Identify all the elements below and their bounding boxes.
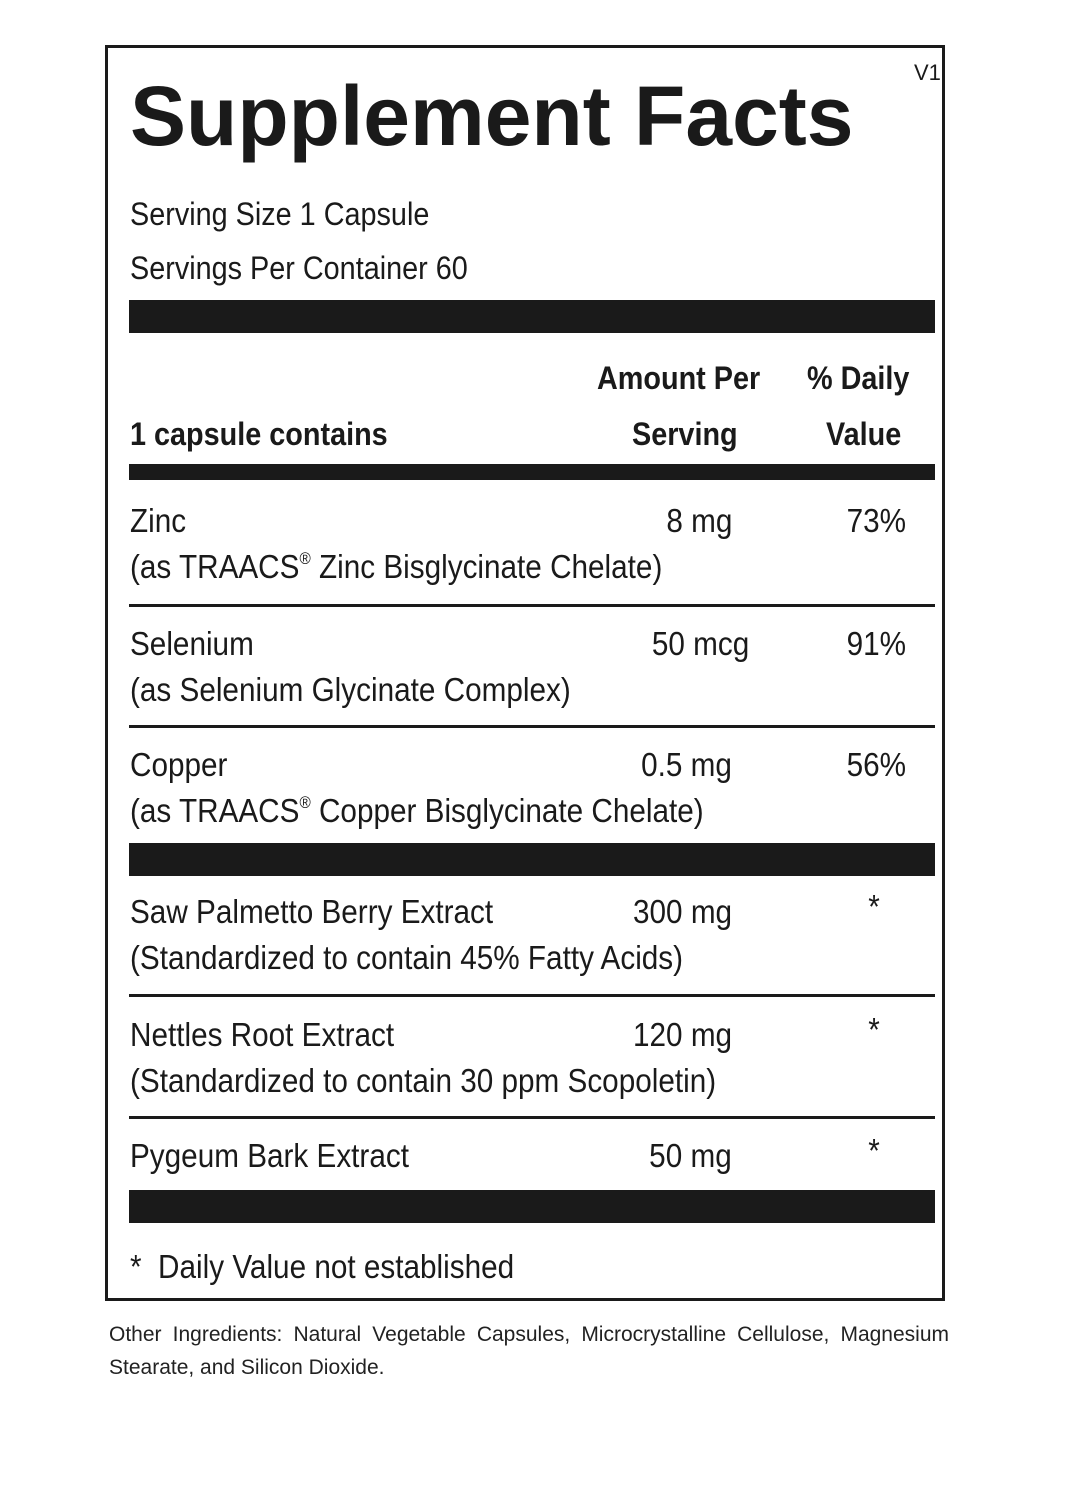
servings-per-container: Servings Per Container 60 — [130, 250, 468, 286]
ingredient-detail-selenium: (as Selenium Glycinate Complex) — [130, 671, 571, 708]
ingredient-dv-copper: 56% — [846, 746, 906, 783]
ingredient-dv-nettles: * — [868, 1011, 880, 1048]
amount-header-line2: Serving — [632, 416, 738, 452]
contains-header: 1 capsule contains — [130, 416, 388, 452]
ingredient-name-pygeum: Pygeum Bark Extract — [130, 1137, 409, 1174]
thick-divider — [129, 843, 935, 876]
dv-header-line2: Value — [826, 416, 902, 452]
ingredient-detail-copper: (as TRAACS® Copper Bisglycinate Chelate) — [130, 792, 704, 829]
dv-header-line1: % Daily — [807, 360, 910, 396]
ingredient-dv-pygeum: * — [868, 1132, 880, 1169]
ingredient-amount-zinc: 8 mg — [665, 502, 732, 539]
ingredient-name-zinc: Zinc — [130, 502, 187, 539]
ingredient-name-copper: Copper — [130, 746, 228, 783]
footnote: * Daily Value not established — [130, 1248, 515, 1285]
supplement-facts-panel — [105, 45, 945, 1301]
ingredient-name-selenium: Selenium — [130, 625, 254, 662]
ingredient-detail-saw-palmetto: (Standardized to contain 45% Fatty Acids) — [130, 939, 684, 976]
row-divider — [129, 604, 935, 607]
other-ingredients: Other Ingredients: Natural Vegetable Capsules, Microcrystalline Cellulose, Magnesium Stearate, and Silicon Dioxide. — [109, 1323, 949, 1379]
row-divider — [129, 1116, 935, 1119]
serving-size: Serving Size 1 Capsule — [130, 196, 430, 232]
ingredient-amount-saw-palmetto: 300 mg — [632, 893, 732, 930]
amount-header-line1: Amount Per — [597, 360, 761, 396]
ingredient-amount-selenium: 50 mcg — [651, 625, 749, 662]
thick-divider — [129, 1190, 935, 1223]
ingredient-detail-zinc: (as TRAACS® Zinc Bisglycinate Chelate) — [130, 548, 663, 585]
row-divider — [129, 994, 935, 997]
ingredient-name-saw-palmetto: Saw Palmetto Berry Extract — [130, 893, 494, 930]
ingredient-dv-saw-palmetto: * — [868, 888, 880, 925]
version-label: V1 — [914, 60, 941, 85]
ingredient-dv-selenium: 91% — [846, 625, 906, 662]
ingredient-dv-zinc: 73% — [846, 502, 906, 539]
ingredient-amount-pygeum: 50 mg — [649, 1137, 732, 1174]
row-divider — [129, 725, 935, 728]
ingredient-detail-nettles: (Standardized to contain 30 ppm Scopoletin) — [130, 1062, 717, 1099]
ingredient-amount-copper: 0.5 mg — [641, 746, 732, 783]
panel-title: Supplement Facts — [130, 69, 854, 163]
thick-divider — [129, 300, 935, 333]
ingredient-amount-nettles: 120 mg — [632, 1016, 732, 1053]
header-divider — [129, 464, 935, 480]
ingredient-name-nettles: Nettles Root Extract — [130, 1016, 395, 1053]
